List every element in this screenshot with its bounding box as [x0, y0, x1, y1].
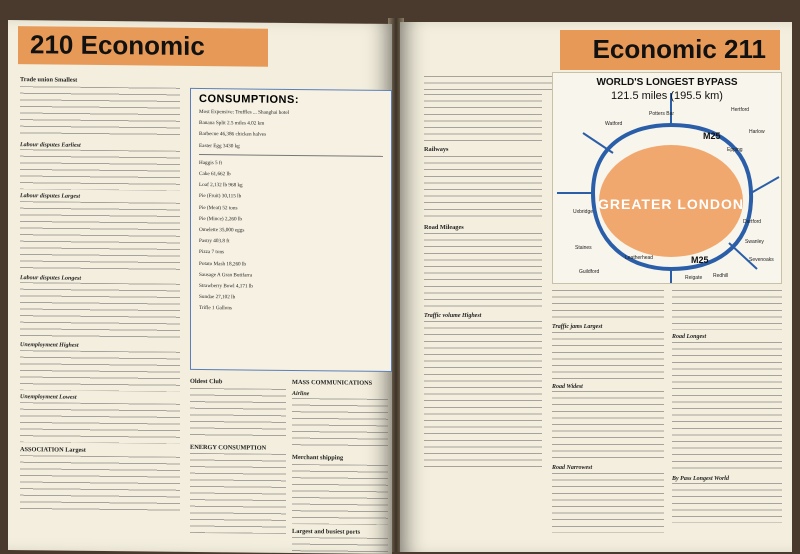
- section-heading: Labour disputes Earliest: [20, 141, 81, 149]
- consumption-entry: Potato Mash 18,260 lb: [199, 260, 246, 268]
- consumption-entry: Pastry 403.8 ft: [199, 238, 230, 245]
- town-label: Watford: [605, 121, 623, 127]
- map-title-line1: WORLD'S LONGEST BYPASS: [596, 77, 738, 88]
- left-page-header: [18, 26, 268, 67]
- right-page: [400, 22, 792, 552]
- section-heading: Oldest Club: [190, 377, 223, 386]
- right-page-title: Economic 211: [592, 34, 766, 64]
- section-heading: Unemployment Lowest: [20, 394, 77, 401]
- section-heading: Traffic volume Highest: [424, 313, 482, 320]
- map-title-line2: 121.5 miles (195.5 km): [611, 90, 723, 102]
- map-graphic: [553, 73, 781, 283]
- consumption-entry: Pie (Meat) 52 tons: [199, 204, 238, 212]
- town-label: Epping: [727, 147, 743, 153]
- consumption-entry: Strawberry Bowl 4,171 lb: [199, 283, 253, 290]
- m25-label: M25: [703, 131, 721, 141]
- section-heading: Labour disputes Largest: [20, 193, 81, 200]
- section-heading: ASSOCIATION Largest: [20, 445, 86, 454]
- town-label: Reigate: [685, 275, 703, 281]
- consumption-entry: Pizza 7 tons: [199, 249, 225, 256]
- consumption-entry: Banana Split 2.5 miles 4.02 km: [199, 120, 265, 127]
- section-heading: MASS COMMUNICATIONS: [292, 378, 373, 387]
- consumption-entry: Easter Egg 3430 kg: [199, 142, 240, 150]
- town-label: Guildford: [579, 269, 600, 275]
- left-page: [8, 20, 392, 554]
- section-heading: Road Longest: [672, 334, 707, 340]
- section-heading: Railways: [424, 146, 449, 153]
- section-heading: By Pass Longest World: [672, 475, 729, 482]
- consumption-entry: Pie (Mince) 2,260 lb: [199, 215, 242, 223]
- section-heading: Trade union Smallest: [20, 76, 78, 84]
- consumption-entry: Pie (Fruit) 30,115 lb: [199, 193, 242, 200]
- consumption-entry: Barbecue 46,386 chicken halves: [199, 131, 267, 139]
- section-heading: Largest and busiest ports: [292, 527, 361, 536]
- town-label: Dartford: [743, 219, 762, 225]
- left-col-2: [190, 374, 286, 534]
- bypass-map: [552, 72, 782, 284]
- town-label: Redhill: [713, 273, 729, 279]
- left-col-3: [292, 375, 388, 554]
- section-heading: Airline: [292, 390, 310, 397]
- town-label: Potters Bar: [649, 111, 675, 117]
- section-heading: Traffic jams Largest: [552, 324, 603, 330]
- town-label: Harlow: [749, 129, 765, 135]
- consumption-entry: Cake 61,662 lb: [199, 171, 231, 178]
- left-page-title: 210 Economic: [30, 29, 205, 62]
- consumption-entry: Trifle 1 Gallons: [199, 305, 232, 312]
- m25-label: M25: [691, 255, 709, 265]
- section-heading: Road Mileages: [424, 223, 464, 231]
- consumption-entry: Most Expensive: Truffles ... Shanghai hotel: [199, 108, 290, 116]
- greater-london-label: GREATER LONDON: [598, 196, 744, 212]
- consumption-entry: Haggis 5 ft: [199, 159, 223, 167]
- section-heading: Unemployment Highest: [20, 342, 79, 350]
- panel-divider: [199, 154, 383, 157]
- consumptions-panel: [190, 88, 392, 372]
- town-label: Leatherhead: [625, 255, 654, 261]
- consumption-entry: Loaf 2,132 lb 968 kg: [199, 182, 243, 189]
- town-label: Sevenoaks: [749, 257, 774, 263]
- section-heading: Road Narrowest: [552, 465, 593, 472]
- consumption-entry: Sundae 27,102 lb: [199, 294, 236, 301]
- town-label: Staines: [575, 245, 592, 251]
- section-heading: Labour disputes Longest: [20, 274, 82, 282]
- right-page-header: [560, 30, 780, 70]
- right-col-2: [552, 290, 664, 533]
- right-col-3: [672, 290, 782, 523]
- consumption-entry: Omelette 35,000 eggs: [199, 227, 245, 234]
- town-label: Uxbridge: [573, 209, 594, 215]
- section-heading: ENERGY CONSUMPTION: [190, 443, 267, 452]
- panel-title: CONSUMPTIONS:: [199, 92, 299, 107]
- left-col-1: [20, 72, 180, 513]
- consumption-entry: Sausage A Gran Butifarra: [199, 271, 253, 279]
- right-col-1: [424, 94, 542, 471]
- section-heading: Road Widest: [552, 383, 583, 390]
- town-label: Swanley: [745, 239, 764, 245]
- town-label: Hertford: [731, 107, 750, 113]
- section-heading: Merchant shipping: [292, 454, 344, 462]
